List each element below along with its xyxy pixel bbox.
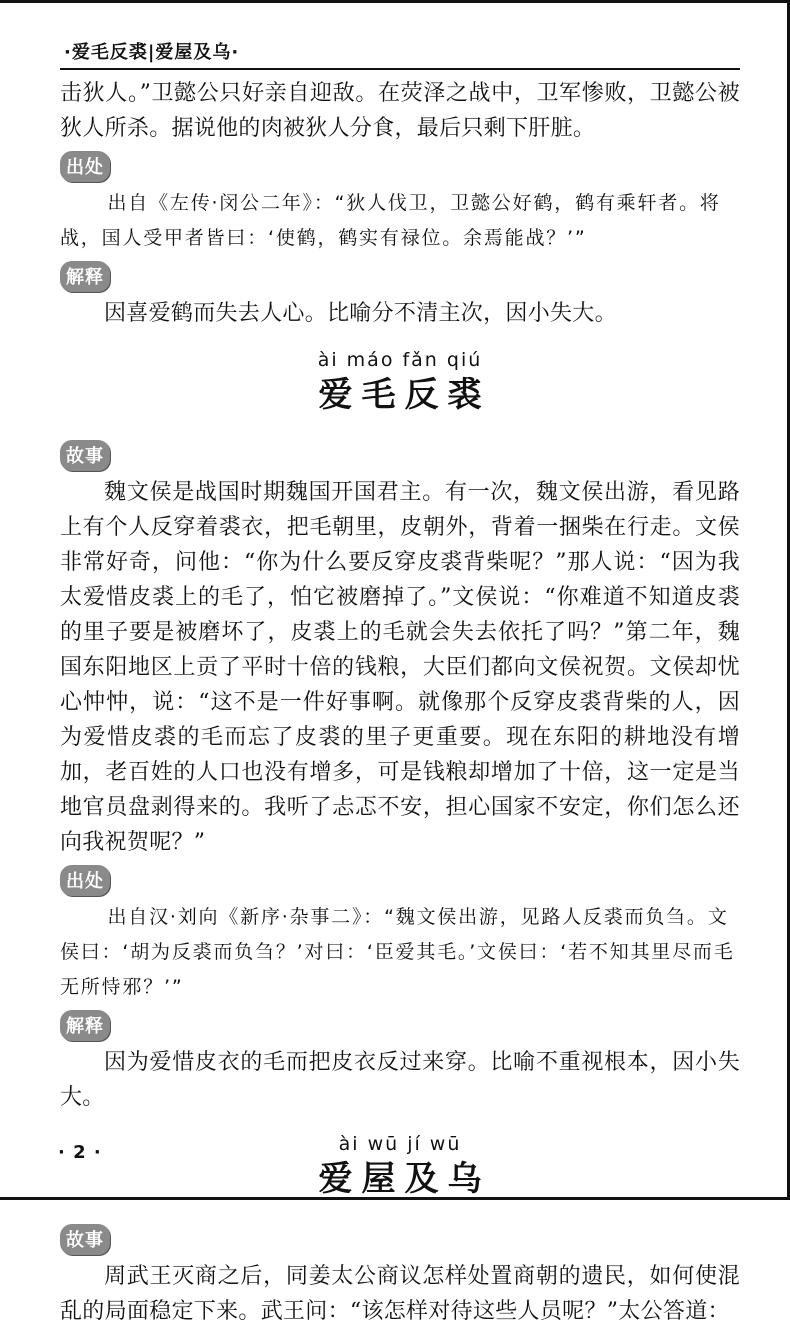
idiom-pinyin: ài máo fǎn qiú [317, 349, 483, 371]
idiom-heading-ai-wu-ji-wu [60, 1131, 740, 1201]
story-heading [60, 1219, 740, 1259]
source-heading [60, 860, 740, 900]
story-badge: 故事 [60, 440, 110, 471]
header-rule [60, 68, 740, 70]
page-number: · 2 · [58, 1142, 102, 1163]
explanation-paragraph: 因喜爱鹤而失去人心。比喻分不清主次，因小失大。 [104, 301, 617, 326]
page-border-top [0, 0, 790, 3]
idiom-title: 爱屋及乌 [318, 1159, 491, 1199]
running-header: ·爱毛反裘|爱屋及乌· [64, 42, 240, 63]
idiom-title: 爱毛反裘 [318, 375, 491, 415]
story-badge: 故事 [60, 1224, 110, 1255]
explanation-paragraph: 因为爱惜皮衣的毛而把皮衣反过来穿。比喻不重视根本，因小失大。 [60, 1050, 740, 1110]
source-quote: 出自《左传·闵公二年》：“狄人伐卫，卫懿公好鹤，鹤有乘轩者。将战，国人受甲者皆曰：‘使鹤，鹤实有禄位。余焉能战？’” [60, 192, 721, 249]
idiom-heading-ai-mao-fan-qiu [60, 347, 740, 417]
source-badge: 出处 [60, 151, 110, 182]
source-heading [60, 146, 740, 186]
page-content [60, 76, 740, 1329]
source-badge: 出处 [60, 865, 110, 896]
story-tail-paragraph: 击狄人。”卫懿公只好亲自迎敌。在荧泽之战中，卫军惨败，卫懿公被狄人所杀。据说他的肉被狄人分食，最后只剩下肝脏。 [60, 81, 740, 141]
source-quote: 出自汉·刘向《新序·杂事二》：“魏文侯出游，见路人反裘而负刍。文侯曰：‘胡为反裘而负刍？’对曰：‘臣爱其毛。’文侯曰：‘若不知其里尽而毛无所恃邪？’” [60, 906, 735, 998]
explanation-badge: 解释 [60, 1010, 110, 1041]
explanation-heading [60, 1005, 740, 1045]
story-paragraph: 魏文侯是战国时期魏国开国君主。有一次，魏文侯出游，看见路上有个人反穿着裘衣，把毛朝里，皮朝外，背着一捆柴在行走。文侯非常好奇，问他：“你为什么要反穿皮裘背柴呢？”那人说：“因为我太爱惜皮裘上的毛了，怕它被磨掉了。”文侯说：“你难道不知道皮裘的里子要是被磨坏了，皮裘上的毛就会失去依托了吗？”第二年，魏国东阳地区上贡了平时十倍的钱粮，大臣们都向文侯祝贺。文侯却忧心忡忡，说：“这不是一件好事啊。就像那个反穿皮裘背柴的人，因为爱惜皮裘的毛而忘了皮裘的里子更重要。现在东阳的耕地没有增加，老百姓的人口也没有增多，可是钱粮却增加了十倍，这一定是当地官员盘剥得来的。我听了忐忑不安，担心国家不安定，你们怎么还向我祝贺呢？” [60, 480, 740, 855]
story-paragraph: 周武王灭商之后，同姜太公商议怎样处置商朝的遗民，如何使混乱的局面稳定下来。武王问：“该怎样对待这些人员呢？”太公答道： [60, 1264, 740, 1324]
explanation-heading [60, 256, 740, 296]
explanation-badge: 解释 [60, 261, 110, 292]
story-heading [60, 435, 740, 475]
idiom-pinyin: ài wū jí wū [338, 1133, 462, 1155]
